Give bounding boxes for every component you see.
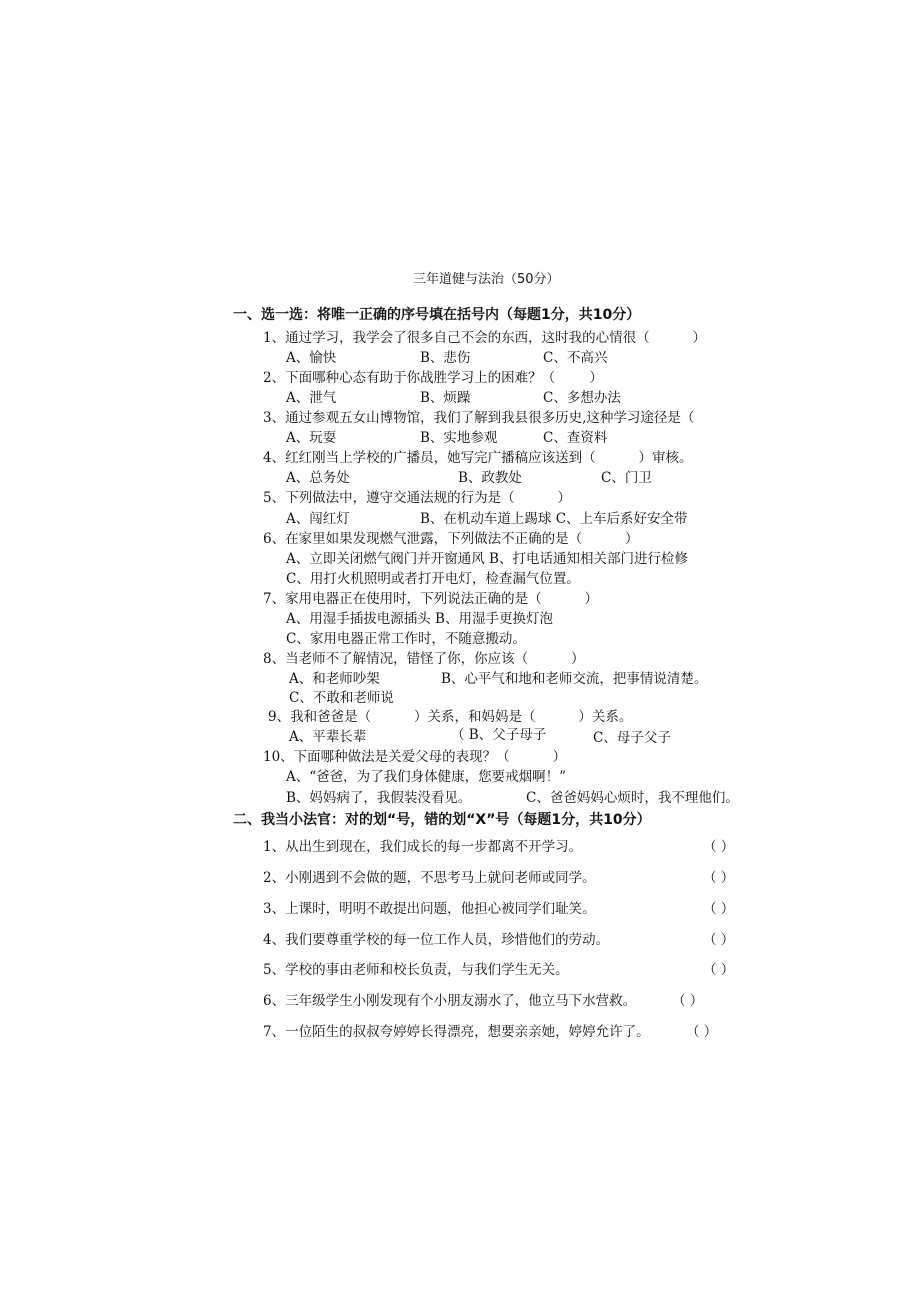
answer-blank-3[interactable]: （ ） — [703, 901, 735, 917]
judge-item-1: 1、从出生到现在，我们成长的每一步都离不开学习。 — [263, 839, 583, 855]
section1-heading: 一、选一选：将唯一正确的序号填在括号内（每题1分，共10分） — [233, 307, 641, 323]
q3-option-b: B、实地参观 — [420, 430, 498, 446]
answer-blank-4[interactable]: （ ） — [703, 932, 735, 948]
q1-option-a: A、愉快 — [286, 350, 337, 366]
judge-item-4: 4、我们要尊重学校的每一位工作人员，珍惜他们的劳动。 — [263, 932, 610, 948]
q7-option-ab: A、用湿手插拔电源插头 B、用湿手更换灯泡 — [286, 611, 553, 627]
question-9: 9、我和爸爸是（ ）关系，和妈妈是（ ）关系。 — [268, 709, 633, 725]
answer-blank-7[interactable]: （ ） — [686, 1024, 718, 1040]
q6-option-c: C、用打火机照明或者打开电灯，检查漏气位置。 — [286, 571, 580, 587]
question-7: 7、家用电器正在使用时，下列说法正确的是（ ） — [263, 591, 599, 607]
q2-option-b: B、烦躁 — [420, 390, 471, 406]
q8-option-b: B、心平气和地和老师交流，把事情说清楚。 — [441, 671, 708, 687]
question-5: 5、下列做法中，遵守交通法规的行为是（ ） — [263, 490, 572, 506]
answer-blank-1[interactable]: （ ） — [703, 839, 735, 855]
q10-option-b: B、妈妈病了，我假装没看见。 — [286, 790, 472, 806]
q4-option-c: C、门卫 — [601, 470, 652, 486]
question-2: 2、下面哪种心态有助于你战胜学习上的困难？（ ） — [263, 370, 603, 386]
q4-option-b: B、政教处 — [458, 470, 522, 486]
judge-item-3: 3、上课时，明明不敢提出问题，他担心被同学们耻笑。 — [263, 901, 596, 917]
judge-item-6: 6、三年级学生小刚发现有个小朋友溺水了，他立马下水营救。 — [263, 993, 637, 1009]
q6-option-ab: A、立即关闭燃气阀门并开窗通风 B、打电话通知相关部门进行检修 — [286, 551, 688, 567]
q2-option-c: C、多想办法 — [543, 390, 621, 406]
answer-blank-5[interactable]: （ ） — [703, 962, 735, 978]
judge-item-2: 2、小刚遇到不会做的题，不思考马上就问老师或同学。 — [263, 870, 596, 886]
q9-option-c: C、母子父子 — [593, 730, 671, 746]
q1-option-c: C、不高兴 — [543, 350, 608, 366]
page-title: 三年道健与法治（50分） — [413, 272, 560, 287]
question-1: 1、通过学习，我学会了很多自己不会的东西，这时我的心情很（ ） — [263, 330, 707, 346]
question-4: 4、红红刚当上学校的广播员，她写完广播稿应该送到（ ）审核。 — [263, 450, 693, 466]
question-8: 8、当老师不了解情况，错怪了你，你应该（ ） — [263, 651, 585, 667]
answer-blank-6[interactable]: （ ） — [672, 993, 704, 1009]
question-3: 3、通过参观五女山博物馆，我们了解到我县很多历史,这种学习途径是（ — [263, 410, 695, 426]
q9-option-a: A、平辈长辈 — [289, 729, 367, 745]
q3-option-c: C、查资料 — [543, 430, 608, 446]
q5-option-a: A、闯红灯 — [286, 511, 350, 527]
q7-option-c: C、家用电器正常工作时，不随意搬动。 — [286, 631, 526, 647]
judge-item-5: 5、学校的事由老师和校长负责，与我们学生无关。 — [263, 962, 569, 978]
section2-heading: 二、我当小法官：对的划“号，错的划“X”号（每题1分，共10分） — [233, 812, 651, 828]
q5-option-bc: B、在机动车道上踢球 C、上车后系好安全带 — [420, 511, 688, 527]
question-10: 10、下面哪种做法是关爱父母的表现？（ ） — [263, 749, 567, 765]
answer-blank-2[interactable]: （ ） — [703, 870, 735, 886]
q8-option-c: C、不敢和老师说 — [289, 690, 394, 706]
q10-option-c: C、爸爸妈妈心烦时，我不理他们。 — [526, 790, 739, 806]
q9-option-b: （ B、父子母子 — [451, 727, 547, 743]
q10-option-a: A、“爸爸，为了我们身体健康，您要戒烟啊！” — [286, 769, 567, 785]
q8-option-a: A、和老师吵架 — [289, 671, 380, 687]
judge-item-7: 7、一位陌生的叔叔夸婷婷长得漂亮，想要亲亲她，婷婷允许了。 — [263, 1024, 650, 1040]
q1-option-b: B、悲伤 — [420, 350, 471, 366]
question-6: 6、在家里如果发现燃气泄露，下列做法不正确的是（ ） — [263, 531, 639, 547]
q4-option-a: A、总务处 — [286, 470, 350, 486]
q3-option-a: A、玩耍 — [286, 430, 337, 446]
q2-option-a: A、泄气 — [286, 390, 337, 406]
